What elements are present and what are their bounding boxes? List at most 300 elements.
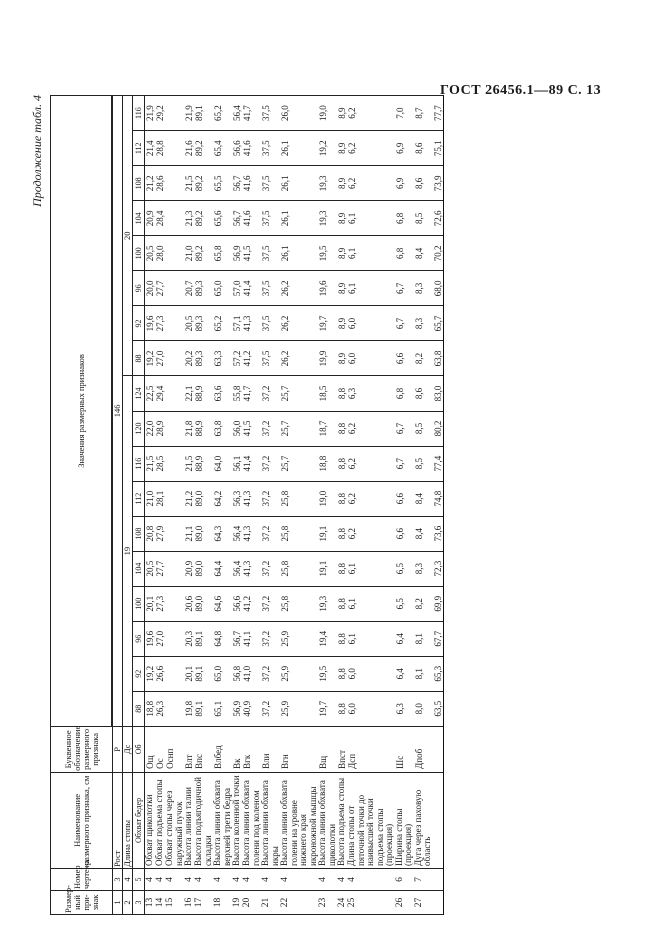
value-cell: 83,0: [433, 376, 444, 411]
value-cell: 6,3: [347, 376, 395, 411]
value-cell: 8,8: [337, 691, 347, 726]
value-cell: 25,7: [280, 376, 318, 411]
value-cell: 64,0: [213, 446, 232, 481]
value-cell: [165, 621, 184, 656]
value-cell: 6,0: [347, 306, 395, 341]
value-cell: 37,2: [261, 586, 280, 621]
value-cell: 89,2: [194, 131, 213, 166]
value-cell: 65,4: [213, 131, 232, 166]
value-cell: 8,3: [414, 551, 433, 586]
value-cell: 72,6: [433, 201, 444, 236]
feature-name: Высота подъема стопы: [337, 772, 347, 868]
table-row: [280, 96, 318, 915]
value-cell: 6,2: [347, 411, 395, 446]
value-cell: 41,3: [242, 306, 261, 341]
drawing-no: 6: [395, 868, 414, 890]
value-cell: 37,5: [261, 166, 280, 201]
value-cell: 19,2: [145, 656, 156, 691]
value-cell: 21,0: [184, 236, 194, 271]
value-cell: 56,6: [232, 586, 242, 621]
feature-no: [433, 890, 444, 914]
feature-no: 21: [261, 890, 280, 914]
value-cell: 28,8: [155, 131, 165, 166]
value-cell: [165, 691, 184, 726]
feature-no: 20: [242, 890, 261, 914]
row-height-value: 146: [113, 96, 123, 727]
value-cell: 27,9: [155, 516, 165, 551]
feature-name: Высота линии обхвата икры: [261, 772, 280, 868]
value-cell: 20,1: [184, 656, 194, 691]
table-row: [318, 96, 337, 915]
table-row: [433, 96, 444, 915]
value-cell: 8,9: [337, 201, 347, 236]
value-cell: 22,5: [145, 376, 156, 411]
value-cell: 65,2: [213, 96, 232, 131]
feature-symbol: Влт: [184, 726, 194, 772]
header-feature-symbol: Буквенное обозначение размерного признака: [51, 726, 113, 772]
value-cell: 41,5: [242, 236, 261, 271]
value-cell: 56,1: [232, 446, 242, 481]
value-cell: 56,7: [232, 621, 242, 656]
value-cell: 41,2: [242, 341, 261, 376]
drawing-no: [433, 868, 444, 890]
value-cell: [165, 341, 184, 376]
value-cell: 89,1: [194, 96, 213, 131]
value-cell: 8,0: [414, 691, 433, 726]
value-cell: 28,4: [155, 201, 165, 236]
feature-no: 25: [347, 890, 395, 914]
value-cell: 74,8: [433, 481, 444, 516]
hip-col: 100: [133, 236, 145, 271]
value-cell: 8,8: [337, 446, 347, 481]
value-cell: 6,5: [395, 551, 414, 586]
value-cell: 19,3: [318, 166, 337, 201]
value-cell: 25,9: [280, 656, 318, 691]
value-cell: 37,2: [261, 481, 280, 516]
value-cell: 19,4: [318, 621, 337, 656]
feature-symbol: Вк: [232, 726, 242, 772]
value-cell: 63,8: [213, 411, 232, 446]
value-cell: 8,9: [337, 131, 347, 166]
feature-symbol: Влбед: [213, 726, 232, 772]
value-cell: 37,5: [261, 131, 280, 166]
row-foot-label: Длина стопы: [123, 772, 133, 868]
value-cell: 22,1: [184, 376, 194, 411]
value-cell: 6,1: [347, 586, 395, 621]
feature-name: Обхват щиколотки: [145, 772, 156, 868]
feature-name: Высота коленной точки: [232, 772, 242, 868]
value-cell: 89,0: [194, 586, 213, 621]
value-cell: 8,9: [337, 306, 347, 341]
value-cell: 26,6: [155, 656, 165, 691]
value-cell: [165, 481, 184, 516]
value-cell: 8,9: [337, 96, 347, 131]
value-cell: 25,9: [280, 621, 318, 656]
feature-no: 18: [213, 890, 232, 914]
value-cell: 6,9: [395, 131, 414, 166]
row-hip-label: Обхват бедер: [133, 772, 145, 868]
value-cell: 37,2: [261, 551, 280, 586]
table-row: [395, 96, 414, 915]
value-cell: 19,5: [318, 236, 337, 271]
feature-no: 13: [145, 890, 156, 914]
value-cell: 19,2: [145, 341, 156, 376]
value-cell: 21,4: [145, 131, 156, 166]
value-cell: 6,6: [395, 481, 414, 516]
value-cell: 6,4: [395, 656, 414, 691]
value-cell: 6,7: [395, 446, 414, 481]
value-cell: 21,5: [184, 446, 194, 481]
value-cell: 26,1: [280, 131, 318, 166]
value-cell: 20,0: [145, 271, 156, 306]
value-cell: 56,7: [232, 166, 242, 201]
value-cell: [165, 551, 184, 586]
value-cell: 19,7: [318, 306, 337, 341]
value-cell: 21,9: [145, 96, 156, 131]
feature-no: 22: [280, 890, 318, 914]
drawing-no: 4: [261, 868, 280, 890]
value-cell: 65,3: [433, 656, 444, 691]
hip-col: 96: [133, 621, 145, 656]
value-cell: 26,0: [280, 96, 318, 131]
feature-symbol: Вгн: [280, 726, 318, 772]
table-row: [337, 96, 347, 915]
value-cell: 21,8: [184, 411, 194, 446]
value-cell: 20,8: [145, 516, 156, 551]
value-cell: 89,2: [194, 166, 213, 201]
value-cell: 64,6: [213, 586, 232, 621]
value-cell: 8,9: [337, 166, 347, 201]
value-cell: 28,6: [155, 166, 165, 201]
value-cell: 19,6: [145, 306, 156, 341]
drawing-no: 4: [155, 868, 165, 890]
value-cell: 65,5: [213, 166, 232, 201]
value-cell: 56,4: [232, 516, 242, 551]
value-cell: 6,8: [395, 376, 414, 411]
value-cell: 25,8: [280, 586, 318, 621]
drawing-no: 4: [280, 868, 318, 890]
colnum-1: 1: [113, 890, 123, 914]
rotated-table-block: [28, 95, 640, 915]
table-row: [414, 96, 433, 915]
value-cell: 6,9: [395, 166, 414, 201]
foot-group-20: 20: [123, 96, 133, 377]
value-cell: 6,3: [395, 691, 414, 726]
feature-name: [433, 772, 444, 868]
value-cell: 37,5: [261, 341, 280, 376]
value-cell: 6,7: [395, 306, 414, 341]
value-cell: 20,9: [145, 201, 156, 236]
value-cell: 88,9: [194, 446, 213, 481]
value-cell: 56,6: [232, 131, 242, 166]
standard-header: ГОСТ 26456.1—89 С. 13: [440, 83, 602, 98]
value-cell: 65,8: [213, 236, 232, 271]
value-cell: 6,7: [395, 271, 414, 306]
feature-symbol: Ос: [155, 726, 165, 772]
value-cell: 41,6: [242, 166, 261, 201]
feature-symbol: Шс: [395, 726, 414, 772]
value-cell: 89,1: [194, 621, 213, 656]
value-cell: 41,2: [242, 586, 261, 621]
feature-name: Высота линии обхвата щиколотки: [318, 772, 337, 868]
value-cell: 28,9: [155, 411, 165, 446]
value-cell: 25,8: [280, 516, 318, 551]
value-cell: 6,0: [347, 691, 395, 726]
hip-col: 100: [133, 586, 145, 621]
feature-no: 17: [194, 890, 213, 914]
value-cell: [165, 306, 184, 341]
value-cell: 77,4: [433, 446, 444, 481]
value-cell: 68,0: [433, 271, 444, 306]
value-cell: [165, 201, 184, 236]
value-cell: 8,2: [414, 586, 433, 621]
drawing-no: 4: [145, 868, 156, 890]
value-cell: 64,8: [213, 621, 232, 656]
value-cell: 27,7: [155, 271, 165, 306]
value-cell: 77,7: [433, 96, 444, 131]
value-cell: 37,2: [261, 376, 280, 411]
value-cell: 18,8: [318, 446, 337, 481]
value-cell: 8,3: [414, 306, 433, 341]
feature-symbol: Дпоб: [414, 726, 433, 772]
value-cell: 56,3: [232, 481, 242, 516]
value-cell: [165, 376, 184, 411]
value-cell: 19,2: [318, 131, 337, 166]
anthropometric-table: [50, 95, 444, 915]
value-cell: 6,2: [347, 481, 395, 516]
value-cell: 89,0: [194, 516, 213, 551]
continuation-label: Продолжение табл. 4: [30, 95, 44, 207]
colnum-2: 2: [123, 890, 133, 914]
value-cell: 37,2: [261, 411, 280, 446]
value-cell: 73,9: [433, 166, 444, 201]
value-cell: 8,4: [414, 516, 433, 551]
value-cell: 89,0: [194, 481, 213, 516]
value-cell: [165, 516, 184, 551]
value-cell: 7,0: [395, 96, 414, 131]
value-cell: 8,7: [414, 96, 433, 131]
value-cell: 6,1: [347, 621, 395, 656]
value-cell: 8,8: [337, 481, 347, 516]
value-cell: 41,3: [242, 516, 261, 551]
feature-no: 23: [318, 890, 337, 914]
value-cell: 29,2: [155, 96, 165, 131]
value-cell: 6,1: [347, 236, 395, 271]
header-drawing-no: Номер чертежа: [51, 868, 113, 890]
table-row: [347, 96, 395, 915]
table-row: [242, 96, 261, 915]
value-cell: 19,3: [318, 201, 337, 236]
value-cell: 89,0: [194, 551, 213, 586]
value-cell: 8,3: [414, 271, 433, 306]
value-cell: 19,7: [318, 691, 337, 726]
value-cell: 67,7: [433, 621, 444, 656]
value-cell: 88,9: [194, 376, 213, 411]
value-cell: 65,6: [213, 201, 232, 236]
value-cell: 89,1: [194, 691, 213, 726]
value-cell: 63,5: [433, 691, 444, 726]
value-cell: 8,9: [337, 236, 347, 271]
drawing-no: 4: [213, 868, 232, 890]
colnum-4: 4: [123, 868, 133, 890]
value-cell: 19,0: [318, 481, 337, 516]
value-cell: 56,8: [232, 656, 242, 691]
feature-name: Обхват стопы через наружный пучок: [165, 772, 184, 868]
value-cell: 6,8: [395, 236, 414, 271]
value-cell: 21,2: [184, 481, 194, 516]
drawing-no: 4: [194, 868, 213, 890]
feature-symbol: Ощ: [145, 726, 156, 772]
value-cell: 70,2: [433, 236, 444, 271]
value-cell: 18,5: [318, 376, 337, 411]
value-cell: 6,2: [347, 516, 395, 551]
value-cell: 29,4: [155, 376, 165, 411]
value-cell: 6,6: [395, 341, 414, 376]
value-cell: 40,9: [242, 691, 261, 726]
value-cell: 56,7: [232, 201, 242, 236]
value-cell: 41,4: [242, 271, 261, 306]
value-cell: [165, 166, 184, 201]
value-cell: 89,3: [194, 271, 213, 306]
value-cell: 21,3: [184, 201, 194, 236]
value-cell: 65,0: [213, 656, 232, 691]
value-cell: 41,3: [242, 481, 261, 516]
value-cell: 22,0: [145, 411, 156, 446]
value-cell: 19,8: [184, 691, 194, 726]
value-cell: 19,0: [318, 96, 337, 131]
value-cell: 21,2: [145, 166, 156, 201]
value-cell: 57,0: [232, 271, 242, 306]
value-cell: 19,9: [318, 341, 337, 376]
value-cell: 63,8: [433, 341, 444, 376]
feature-no: 26: [395, 890, 414, 914]
feature-name: Высота линии обхвата голени на уровне нижнего края икроножной мышцы: [280, 772, 318, 868]
hip-col: 108: [133, 166, 145, 201]
value-cell: [165, 411, 184, 446]
value-cell: 6,5: [395, 586, 414, 621]
value-cell: 56,9: [232, 691, 242, 726]
value-cell: 25,8: [280, 551, 318, 586]
row-height-symbol: Р: [113, 726, 123, 772]
value-cell: 55,8: [232, 376, 242, 411]
value-cell: 89,2: [194, 201, 213, 236]
hip-col: 104: [133, 201, 145, 236]
colnum-3: 3: [113, 868, 123, 890]
value-cell: 8,1: [414, 621, 433, 656]
value-cell: 37,5: [261, 96, 280, 131]
value-cell: 6,6: [395, 516, 414, 551]
value-cell: 8,8: [337, 516, 347, 551]
value-cell: 6,2: [347, 166, 395, 201]
value-cell: 6,0: [347, 341, 395, 376]
value-cell: 26,1: [280, 236, 318, 271]
value-cell: 26,2: [280, 271, 318, 306]
value-cell: 19,5: [318, 656, 337, 691]
value-cell: 37,2: [261, 656, 280, 691]
value-cell: 6,1: [347, 271, 395, 306]
value-cell: 6,4: [395, 621, 414, 656]
drawing-no: 4: [184, 868, 194, 890]
table-row: [261, 96, 280, 915]
value-cell: 21,0: [145, 481, 156, 516]
value-cell: 8,8: [337, 656, 347, 691]
hip-col: 92: [133, 656, 145, 691]
value-cell: 75,1: [433, 131, 444, 166]
value-cell: 8,5: [414, 446, 433, 481]
feature-no: 27: [414, 890, 433, 914]
colnum-5: 5: [133, 868, 145, 890]
drawing-no: 7: [414, 868, 433, 890]
hip-col: 96: [133, 271, 145, 306]
value-cell: 8,8: [337, 621, 347, 656]
feature-no: 19: [232, 890, 242, 914]
value-cell: 89,2: [194, 236, 213, 271]
value-cell: [165, 131, 184, 166]
feature-symbol: Вщ: [318, 726, 337, 772]
value-cell: 27,0: [155, 621, 165, 656]
value-cell: 41,1: [242, 621, 261, 656]
value-cell: 19,6: [318, 271, 337, 306]
drawing-no: 4: [232, 868, 242, 890]
feature-no: 24: [337, 890, 347, 914]
value-cell: 20,6: [184, 586, 194, 621]
value-cell: 56,0: [232, 411, 242, 446]
feature-symbol: Впст: [337, 726, 347, 772]
value-cell: 8,9: [337, 341, 347, 376]
value-cell: 41,7: [242, 96, 261, 131]
value-cell: 26,2: [280, 341, 318, 376]
value-cell: 64,4: [213, 551, 232, 586]
value-cell: 8,5: [414, 201, 433, 236]
value-cell: 37,5: [261, 236, 280, 271]
value-cell: 27,3: [155, 306, 165, 341]
table-body: [145, 96, 444, 915]
value-cell: 8,6: [414, 131, 433, 166]
value-cell: 20,9: [184, 551, 194, 586]
value-cell: 20,1: [145, 586, 156, 621]
value-cell: 26,2: [280, 306, 318, 341]
value-cell: 25,7: [280, 411, 318, 446]
feature-name: Высота линии талии: [184, 772, 194, 868]
value-cell: 6,1: [347, 201, 395, 236]
value-cell: 18,8: [145, 691, 156, 726]
value-cell: 8,4: [414, 236, 433, 271]
feature-name: Обхват подъема стопы: [155, 772, 165, 868]
value-cell: 20,2: [184, 341, 194, 376]
hip-col: 88: [133, 691, 145, 726]
value-cell: 65,0: [213, 271, 232, 306]
value-cell: 8,8: [337, 551, 347, 586]
value-cell: 20,5: [184, 306, 194, 341]
header-feature-name: Наименование размерного признака, см: [51, 772, 113, 868]
hip-col: 116: [133, 446, 145, 481]
feature-symbol: Впс: [194, 726, 213, 772]
table-row: [194, 96, 213, 915]
feature-symbol: Вли: [261, 726, 280, 772]
value-cell: 19,6: [145, 621, 156, 656]
value-cell: 56,4: [232, 551, 242, 586]
feature-name: Высота линии обхвата голени под коленом: [242, 772, 261, 868]
hip-col: 92: [133, 306, 145, 341]
value-cell: 8,8: [337, 376, 347, 411]
value-cell: 8,5: [414, 411, 433, 446]
value-cell: 56,9: [232, 236, 242, 271]
value-cell: 8,8: [337, 411, 347, 446]
value-cell: 63,3: [213, 341, 232, 376]
value-cell: 21,5: [145, 446, 156, 481]
value-cell: 56,4: [232, 96, 242, 131]
drawing-no: 4: [242, 868, 261, 890]
